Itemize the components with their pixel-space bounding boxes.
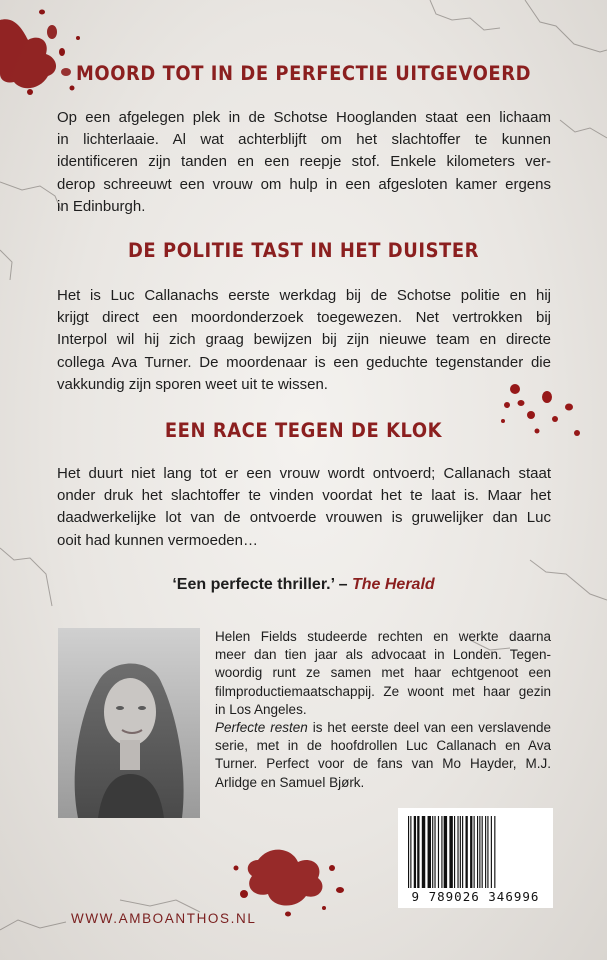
text-line: Op een afgelegen plek in de Schotse Hooglanden staat een lichaam (57, 109, 551, 126)
barcode-bars (398, 808, 553, 890)
bio-line (215, 719, 551, 737)
section-heading-2: DE POLITIE TAST IN HET DUISTER (127, 239, 480, 262)
text-line: vakkundig zijn sporen weet uit te wissen. (57, 375, 328, 393)
bio-line: Helen Fields studeerde rechten en werkte daarna (215, 629, 551, 644)
author-photo (58, 628, 200, 818)
isbn-digits: 9 789026 346996 (411, 889, 540, 904)
blood-splatter-bottom (228, 838, 358, 918)
section-paragraph-1 (57, 107, 551, 218)
text-line: ooit had kunnen vermoeden… (57, 531, 258, 549)
section-paragraph-2 (57, 285, 551, 396)
section-heading-1: MOORD TOT IN DE PERFECTIE UITGEVOERD (75, 62, 532, 85)
text-line: onder druk het slachtoffer te vinden voordat het te laat is. Maar het (57, 487, 551, 505)
bio-line: meer dan tien jaar als advocaat in Londen. Tegen- (215, 647, 551, 663)
author-bio (215, 628, 551, 792)
text-line: in Edinburgh. (57, 197, 146, 215)
bio-line: serie, met in de hoofdrollen Luc Callanach en Ava (215, 738, 551, 754)
review-quote (0, 576, 607, 594)
bio-line: Turner. Perfect voor de fans van Mo Hayder, M.J. (215, 756, 551, 772)
bio-line: in Los Angeles. (215, 701, 307, 717)
section-paragraph-3 (57, 463, 551, 552)
text-line: daadwerkelijke lot van de ontvoerde vrouwen is gruwelijker dan Luc (57, 509, 551, 527)
quote-source: The Herald (351, 576, 435, 593)
author-portrait-illustration (58, 628, 200, 818)
quote-text: ‘Een perfecte thriller.’ – (172, 576, 348, 593)
text-line: in lichterlaaie. Al wat achterblijft om het slachtoffer te kunnen (57, 131, 551, 149)
text-line: collega Ava Turner. De moordenaar is een geduchte tegenstander die (57, 353, 551, 371)
text-line: Interpol wil hij zich graag bewijzen bij zijn nieuwe team en directe (57, 331, 551, 349)
bio-line: filmproductiemaatschappij. Ze woont met haar gezin (215, 683, 551, 699)
bio-line: woordig runt ze samen met haar echtgenoot een (215, 665, 551, 681)
text-line: Het duurt niet lang tot er een vrouw wordt ontvoerd; Callanach staat (57, 465, 551, 482)
text-line: Het is Luc Callanachs eerste werkdag bij de Schotse politie en hij (57, 287, 551, 304)
text-line: derop schreeuwt een vrouw om hulp in een afgesloten kamer ergens (57, 175, 551, 193)
text-line: krijgt direct een moordonderzoek toegewezen. Net vertrokken bij (57, 309, 551, 327)
isbn-barcode (398, 808, 553, 908)
text-line: identificeren zijn tanden en een reepje stof. Enkele kilometers ver- (57, 153, 551, 171)
bio-line-text: is het eerste deel van een verslavende (307, 720, 552, 736)
bio-line: Arlidge en Samuel Bjørk. (215, 774, 365, 790)
section-heading-3: EEN RACE TEGEN DE KLOK (164, 419, 443, 442)
publisher-website[interactable]: WWW.AMBOANTHOS.NL (71, 911, 257, 926)
book-title: Perfecte resten (215, 720, 308, 736)
blood-splatter-top-left (0, 0, 110, 110)
